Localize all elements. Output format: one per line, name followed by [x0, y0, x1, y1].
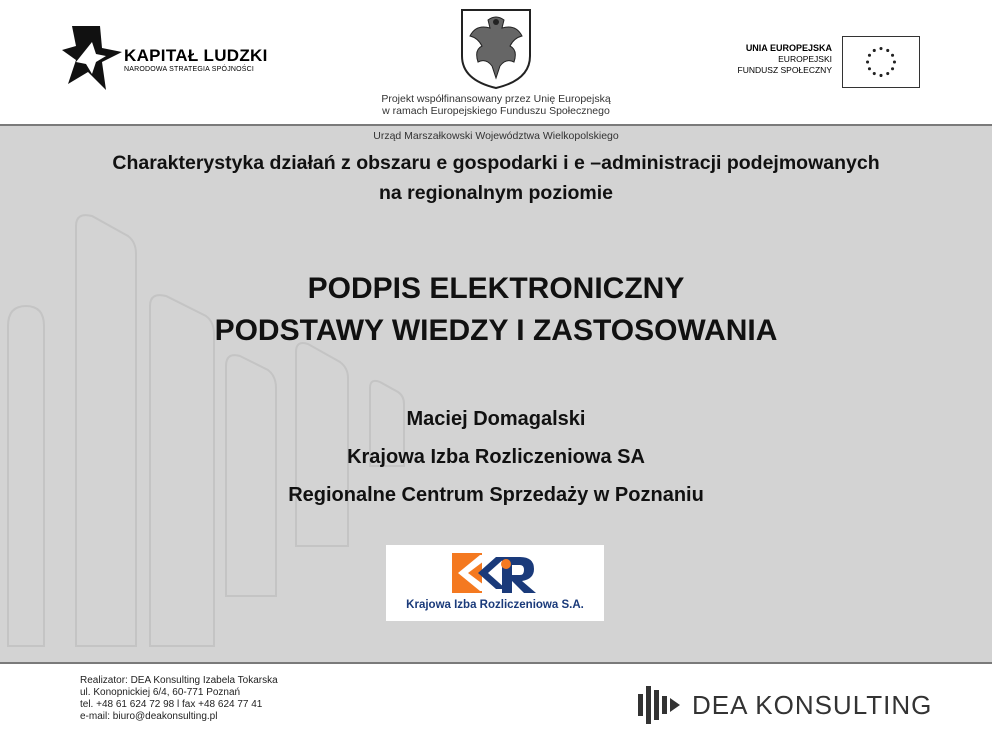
office-name: Urząd Marszałkowski Województwa Wielkopolskiego: [373, 130, 619, 142]
eu-flag-icon: [842, 36, 920, 88]
contact-line-4: e-mail: biuro@deakonsulting.pl: [80, 711, 218, 722]
kir-logo-text: Krajowa Izba Rozliczeniowa S.A.: [406, 599, 584, 611]
cofinancing-note: [300, 93, 692, 117]
contact-line-3: tel. +48 61 624 72 98 l fax +48 624 77 41: [80, 699, 263, 710]
slide-panel: [0, 124, 992, 664]
cofinancing-line-1: Projekt współfinansowany przez Unię Europejską: [381, 93, 611, 105]
author-block: [40, 400, 952, 514]
slide-subtitle: [40, 148, 952, 208]
cofinancing-line-2: w ramach Europejskiego Funduszu Społecznego: [382, 105, 610, 117]
subtitle-line-2: na regionalnym poziomie: [378, 182, 614, 204]
slide-title: [40, 268, 952, 352]
dea-konsulting-name: DEA KONSULTING: [692, 690, 933, 720]
title-line-1: PODPIS ELEKTRONICZNY: [307, 272, 685, 305]
contact-line-2: ul. Konopnickiej 6/4, 60-771 Poznań: [80, 687, 241, 698]
eu-line-3: FUNDUSZ SPOŁECZNY: [737, 65, 832, 75]
eagle-emblem: [458, 6, 534, 90]
eu-fund-label: [696, 43, 832, 76]
author-organization: Krajowa Izba Rozliczeniowa SA: [347, 446, 645, 468]
dea-konsulting-logo-icon: [636, 682, 682, 726]
contact-line-1: Realizator: DEA Konsulting Izabela Tokarska: [80, 675, 278, 686]
title-line-2: PODSTAWY WIEDZY I ZASTOSOWANIA: [214, 314, 778, 347]
eu-line-2: EUROPEJSKI: [778, 54, 832, 64]
kir-emblem-icon: [450, 551, 540, 595]
contact-info: [80, 675, 278, 723]
author-name: Maciej Domagalski: [406, 408, 586, 430]
header: [0, 0, 992, 124]
author-unit: Regionalne Centrum Sprzedaży w Poznaniu: [288, 484, 704, 506]
kir-logo: [386, 545, 604, 621]
subtitle-line-1: Charakterystyka działań z obszaru e gospodarki i e –administracji podejmowanych: [112, 152, 880, 174]
eu-title: UNIA EUROPEJSKA: [745, 43, 832, 53]
kapital-ludzki-title: KAPITAŁ LUDZKI: [124, 46, 268, 65]
kapital-ludzki-subtitle: NARODOWA STRATEGIA SPÓJNOŚCI: [124, 66, 255, 73]
